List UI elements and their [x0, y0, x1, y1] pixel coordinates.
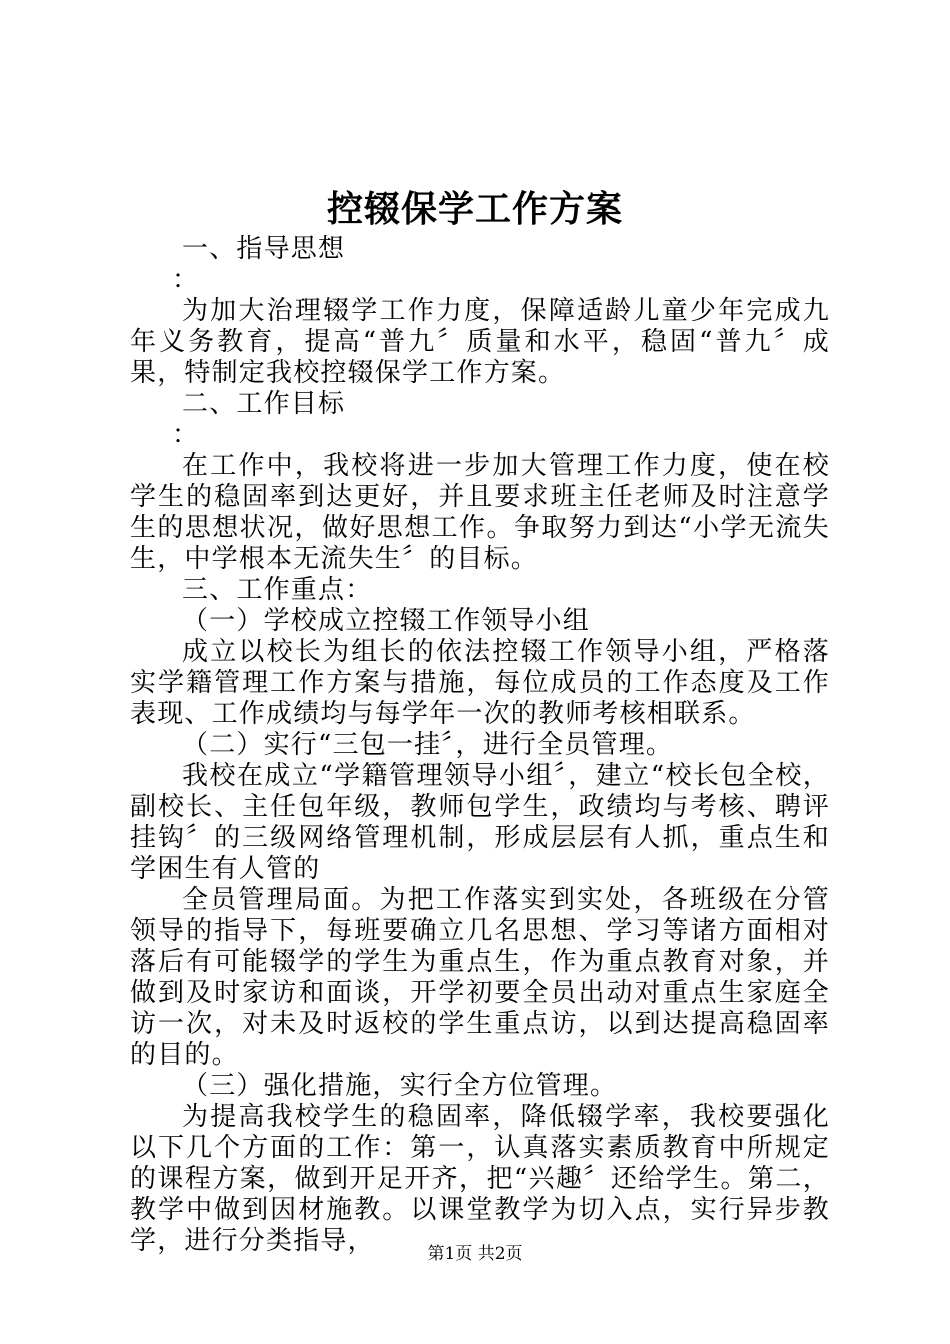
document-body — [130, 234, 830, 1257]
subheading-leadership-group: （一）学校成立控辍工作领导小组 — [182, 606, 591, 636]
paragraph: 为提高我校学生的稳固率，降低辍学率，我校要强化以下几个方面的工作：第一，认真落实素质教育中所规定的课程方案，做到开足开齐，把“兴趣〞还给学生。第二，教学中做到因材施教。以课堂教学为切入点，实行异步教学，进行分类指导， — [130, 1102, 830, 1256]
heading-colon: ： — [172, 420, 200, 450]
paragraph: 我校在成立“学籍管理领导小组〞，建立“校长包全校，副校长、主任包年级，教师包学生，政绩均与考核、聘评挂钩〞的三级网络管理机制，形成层层有人抓，重点生和学困生有人管的 — [130, 761, 830, 884]
paragraph: 成立以校长为组长的依法控辍工作领导小组，严格落实学籍管理工作方案与措施，每位成员的工作态度及工作表现、工作成绩均与每学年一次的教师考核相联系。 — [130, 637, 830, 729]
section-heading-work-focus: 三、工作重点： — [182, 575, 373, 605]
document-title: 控辍保学工作方案 — [326, 188, 623, 230]
paragraph: 在工作中，我校将进一步加大管理工作力度，使在校学生的稳固率到达更好，并且要求班主任老师及时注意学生的思想状况，做好思想工作。争取努力到达“小学无流失生，中学根本无流失生〞的目标。 — [130, 451, 830, 574]
subheading-strengthen-measures: （三）强化措施，实行全方位管理。 — [182, 1071, 618, 1101]
paragraph: 全员管理局面。为把工作落实到实处，各班级在分管领导的指导下，每班要确立几名思想、学习等诸方面相对落后有可能辍学的学生为重点生，作为重点教育对象，并做到及时家访和面谈，开学初要全员出动对重点生家庭全访一次，对未及时返校的学生重点访，以到达提高稳固率的目的。 — [130, 885, 830, 1070]
section-heading-guiding-ideology: 一、指导思想 — [182, 234, 346, 264]
page-number: 第1页 共2页 — [427, 1244, 523, 1264]
section-heading-work-goals: 二、工作目标 — [182, 389, 346, 419]
heading-colon: ： — [172, 265, 200, 295]
subheading-three-guarantees: （二）实行“三包一挂〞，进行全员管理。 — [182, 730, 674, 760]
paragraph: 为加大治理辍学工作力度，保障适龄儿童少年完成九年义务教育，提高“普九〞质量和水平，稳固“普九〞成果，特制定我校控辍保学工作方案。 — [130, 296, 830, 388]
